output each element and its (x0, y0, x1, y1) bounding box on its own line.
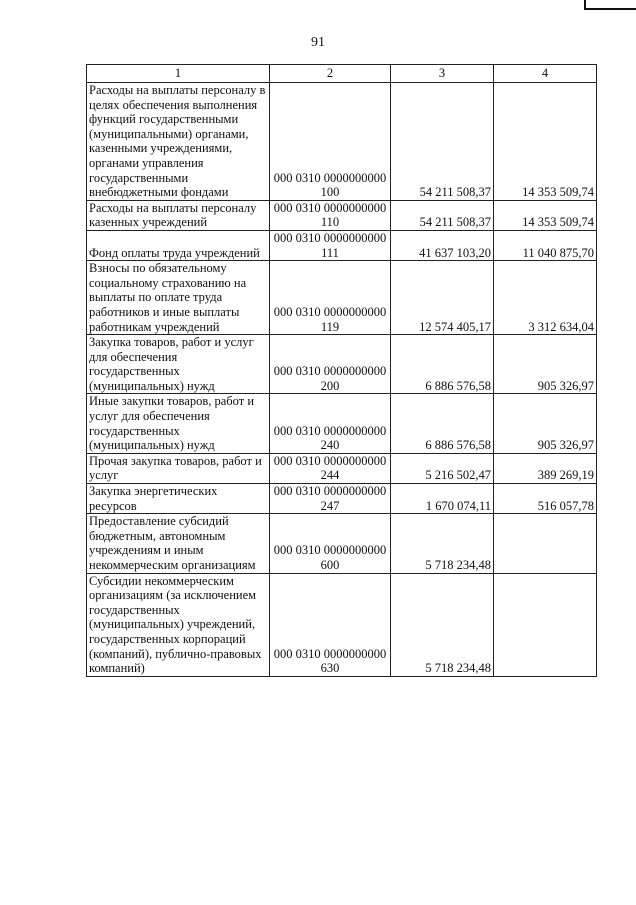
column-header-1: 1 (87, 65, 270, 83)
table-row (87, 230, 597, 260)
row-amount-1: 5 718 234,48 (391, 514, 494, 573)
row-code: 000 0310 0000000000 (273, 646, 387, 661)
row-amount-1: 41 637 103,20 (391, 230, 494, 260)
row-amount-2: 905 326,97 (494, 335, 597, 394)
row-code-cell (270, 573, 391, 676)
row-type: 100 (320, 185, 340, 200)
row-name: Субсидии некоммерческим организациям (за исключением государственных (муниципальных) учреждений, государственных корпораций (компаний), публично-правовых компаний) (87, 573, 270, 676)
row-type: 240 (320, 438, 340, 453)
row-name: Закупка энергетических ресурсов (87, 484, 270, 514)
row-code-cell (270, 230, 391, 260)
row-type: 111 (321, 245, 339, 260)
row-amount-1: 6 886 576,58 (391, 394, 494, 453)
table-row (87, 83, 597, 201)
row-amount-1: 5 216 502,47 (391, 453, 494, 483)
row-code: 000 0310 0000000000 (273, 170, 387, 185)
row-amount-1: 5 718 234,48 (391, 573, 494, 676)
column-header-2: 2 (270, 65, 391, 83)
table-row (87, 261, 597, 335)
row-amount-2 (494, 573, 597, 676)
row-amount-2: 3 312 634,04 (494, 261, 597, 335)
table-row (87, 335, 597, 394)
row-type: 119 (320, 319, 340, 334)
row-code-cell (270, 261, 391, 335)
row-amount-1: 6 886 576,58 (391, 335, 494, 394)
row-code: 000 0310 0000000000 (273, 200, 387, 215)
row-type: 244 (320, 468, 340, 483)
row-type: 630 (320, 661, 340, 676)
page-number: 91 (311, 35, 325, 50)
row-amount-2: 389 269,19 (494, 453, 597, 483)
table-row (87, 453, 597, 483)
row-amount-2: 905 326,97 (494, 394, 597, 453)
row-name: Предоставление субсидий бюджетным, автономным учреждениям и иным некоммерческим организациям (87, 514, 270, 573)
row-amount-1: 54 211 508,37 (391, 200, 494, 230)
row-code: 000 0310 0000000000 (273, 230, 387, 245)
row-code: 000 0310 0000000000 (273, 543, 387, 558)
column-header-3: 3 (391, 65, 494, 83)
table-row (87, 394, 597, 453)
row-amount-2: 14 353 509,74 (494, 83, 597, 201)
header-row (87, 65, 597, 83)
row-code-cell (270, 83, 391, 201)
budget-table (86, 64, 597, 677)
table-row (87, 484, 597, 514)
column-header-4: 4 (494, 65, 597, 83)
row-amount-2 (494, 514, 597, 573)
row-code: 000 0310 0000000000 (273, 453, 387, 468)
row-amount-1: 12 574 405,17 (391, 261, 494, 335)
row-code-cell (270, 453, 391, 483)
row-name: Закупка товаров, работ и услуг для обеспечения государственных (муниципальных) нужд (87, 335, 270, 394)
row-type: 200 (320, 378, 340, 393)
table-row (87, 514, 597, 573)
row-code: 000 0310 0000000000 (273, 484, 387, 499)
corner-mark (584, 0, 636, 10)
row-amount-2: 11 040 875,70 (494, 230, 597, 260)
row-amount-2: 516 057,78 (494, 484, 597, 514)
row-name: Расходы на выплаты персоналу в целях обеспечения выполнения функций государственными (муниципальными) органами, казенными учреждениями, органами управления государственными внебюджетными фондами (87, 83, 270, 201)
row-type: 110 (320, 215, 340, 230)
row-code-cell (270, 394, 391, 453)
row-code-cell (270, 514, 391, 573)
row-code: 000 0310 0000000000 (273, 364, 387, 379)
row-name: Фонд оплаты труда учреждений (87, 230, 270, 260)
table-row (87, 200, 597, 230)
row-type: 247 (320, 498, 340, 513)
row-amount-2: 14 353 509,74 (494, 200, 597, 230)
table-row (87, 573, 597, 676)
row-code: 000 0310 0000000000 (273, 423, 387, 438)
row-code: 000 0310 0000000000 (273, 304, 387, 319)
row-name: Иные закупки товаров, работ и услуг для обеспечения государственных (муниципальных) нужд (87, 394, 270, 453)
row-amount-1: 54 211 508,37 (391, 83, 494, 201)
row-name: Расходы на выплаты персоналу казенных учреждений (87, 200, 270, 230)
row-name: Прочая закупка товаров, работ и услуг (87, 453, 270, 483)
row-code-cell (270, 484, 391, 514)
row-code-cell (270, 200, 391, 230)
row-code-cell (270, 335, 391, 394)
row-amount-1: 1 670 074,11 (391, 484, 494, 514)
row-name: Взносы по обязательному социальному страхованию на выплаты по оплате труда работников и иные выплаты работникам учреждений (87, 261, 270, 335)
row-type: 600 (320, 558, 340, 572)
